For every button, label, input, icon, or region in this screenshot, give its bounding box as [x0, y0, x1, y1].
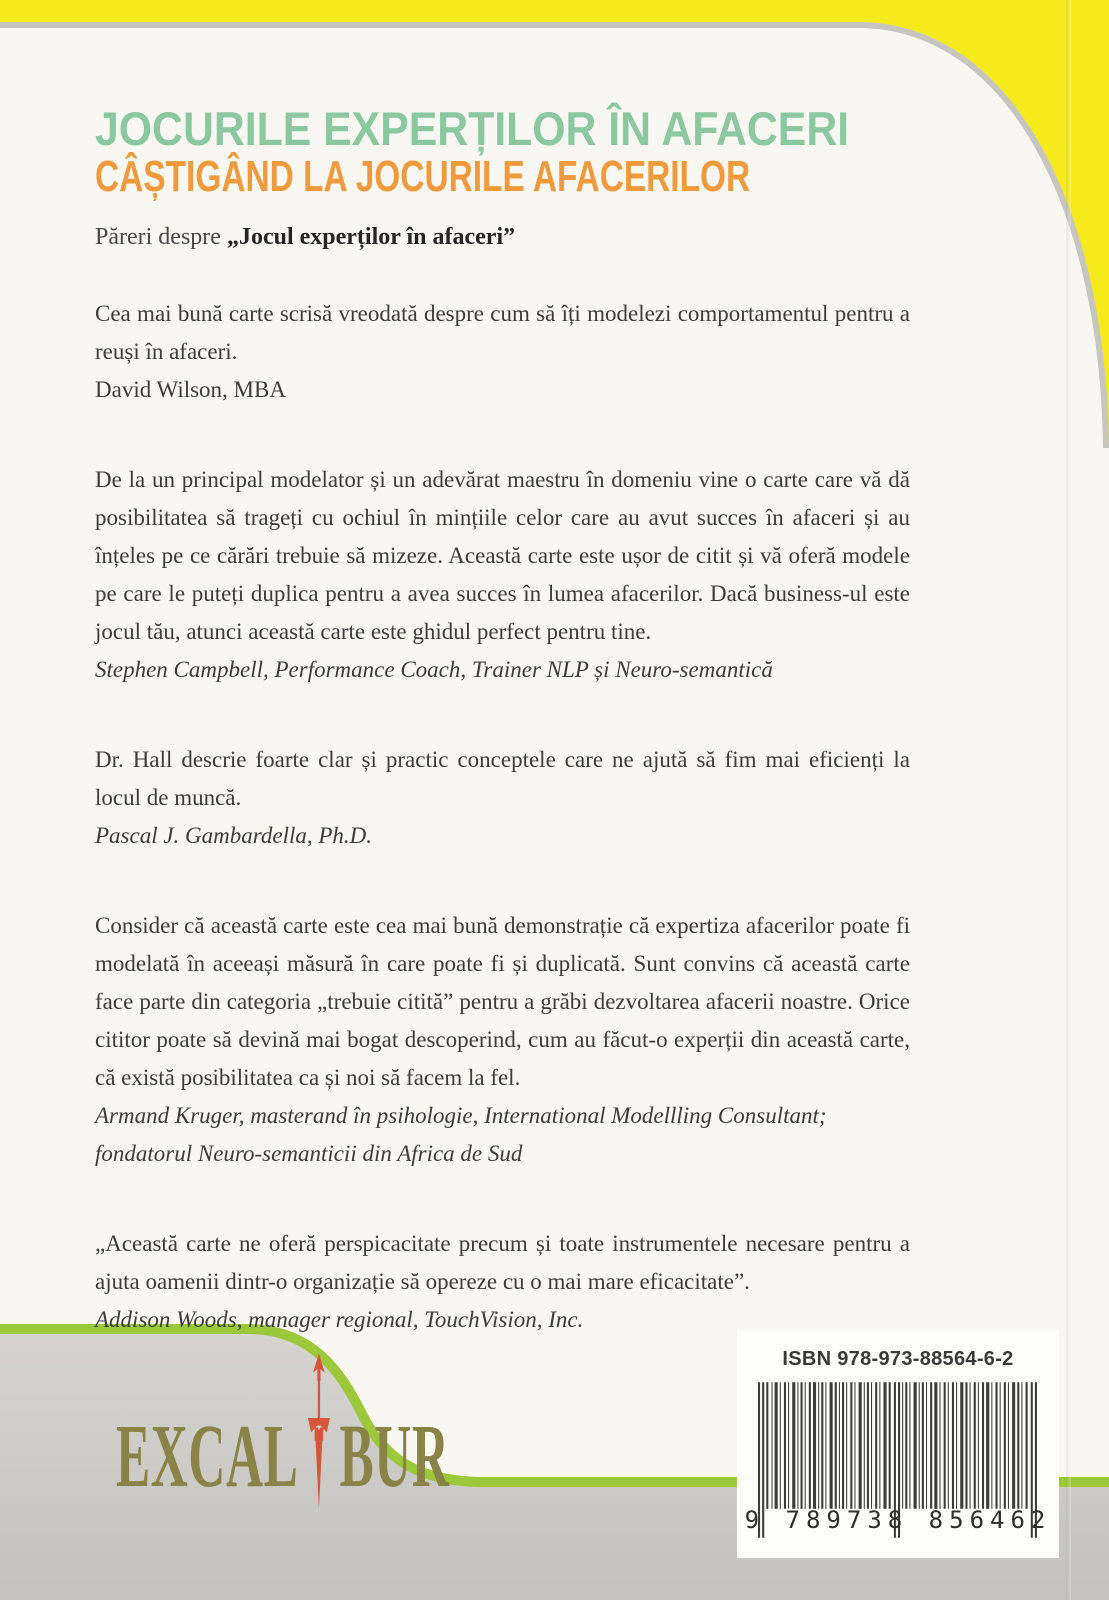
testimonial-quote: De la un principal modelator și un adevărat maestru în domeniu vine o carte care vă dă posibilitatea să trageți cu ochiul în mințiile celor care au avut succes în afaceri și au înțeles pe ce cărări trebuie să mizeze. Această carte este ușor de citit și vă oferă modele pe care le puteți duplica pentru a avea succes în lumea afacerilor. Dacă business-ul este jocul tău, atunci această carte este ghidul perfect pentru tine. [95, 467, 910, 644]
testimonial-quote: Dr. Hall descrie foarte clar și practic conceptele care ne ajută să fim mai eficienți la locul de muncă. [95, 747, 910, 810]
sword-icon [301, 1352, 337, 1510]
back-cover-content [95, 104, 910, 1391]
reviews-intro-prefix: Păreri despre [95, 224, 227, 250]
barcode-bars [766, 1382, 1027, 1509]
testimonial-block [95, 461, 910, 689]
excalibur-logo [116, 1352, 449, 1510]
testimonial-attribution: Armand Kruger, masterand în psihologie, International Modellling Consultant; fondatorul Neuro-semanticii din Africa de Sud [95, 1103, 827, 1166]
barcode-digits: 9 789738 856462 [744, 1506, 1052, 1534]
testimonial-quote: Cea mai bună carte scrisă vreodată despre cum să îți modelezi comportamentul pentru a reuși în afaceri. [95, 301, 910, 364]
book-title: JOCURILE EXPERȚILOR ÎN AFACERI [95, 102, 850, 155]
testimonial-quote: „Această carte ne oferă perspicacitate precum și toate instrumentele necesare pentru a ajuta oamenii dintr-o organizație să opereze cu o mai mare eficacitate”. [95, 1231, 910, 1294]
testimonial-block [95, 1225, 910, 1339]
testimonial-attribution: Pascal J. Gambardella, Ph.D. [95, 823, 373, 848]
isbn-label: ISBN 978-973-88564-6-2 [782, 1348, 1014, 1370]
reviews-intro-book-title: „Jocul experților în afaceri” [226, 224, 516, 250]
book-subtitle: CÂȘTIGÂND LA JOCURILE AFACERILOR [95, 152, 751, 201]
logo-text-right: BUR [339, 1407, 450, 1506]
testimonial-block [95, 741, 910, 855]
testimonial-attribution: Addison Woods, manager regional, TouchVision, Inc. [95, 1307, 584, 1332]
testimonial-block [95, 907, 910, 1173]
testimonial-attribution: Stephen Campbell, Performance Coach, Trainer NLP și Neuro-semantică [95, 657, 773, 682]
testimonial-quote: Consider că această carte este cea mai bună demonstrație că expertiza afacerilor poate fi modelată în aceeași măsură în care poate fi și duplicată. Sunt convins că această carte face parte din categoria „trebuie citită” pentru a grăbi dezvoltarea afacerii noastre. Orice cititor poate să devină mai bogat descoperind, cum au făcut-o experții din această carte, că există posibilitatea ca și noi să facem la fel. [95, 913, 910, 1090]
barcode-panel [737, 1330, 1059, 1558]
logo-text-left: EXCAL [116, 1407, 299, 1506]
excalibur-logo-row [116, 1352, 449, 1510]
testimonial-attribution: David Wilson, MBA [95, 377, 286, 402]
testimonial-block [95, 295, 910, 409]
reviews-intro [95, 224, 910, 251]
